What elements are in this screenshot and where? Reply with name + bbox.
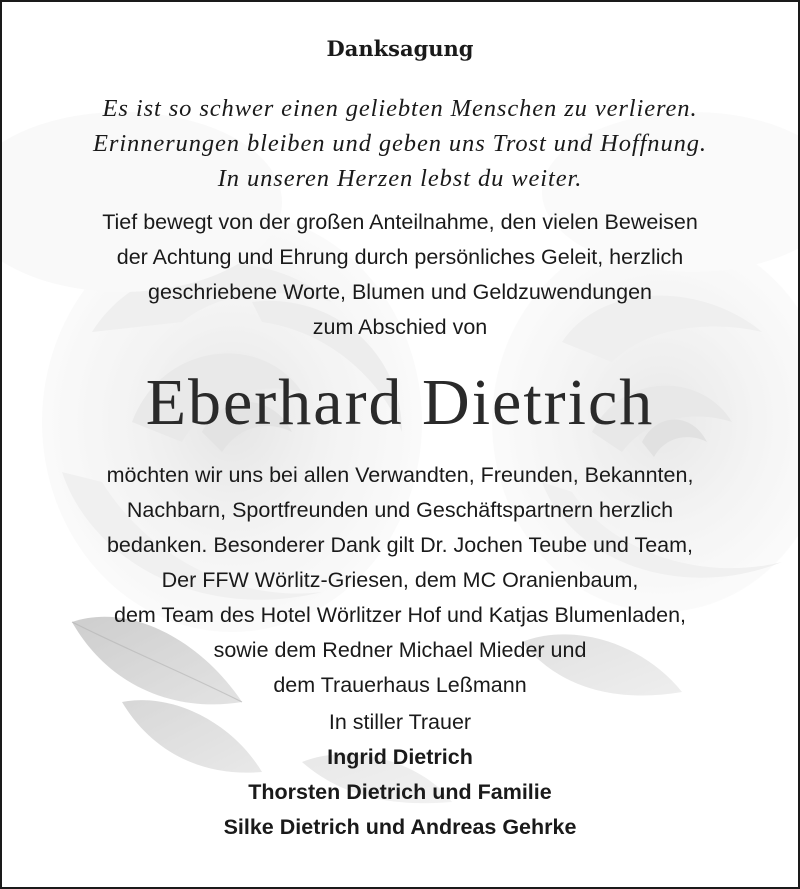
thanks-paragraph xyxy=(2,458,798,703)
verse-line: In unseren Herzen lebst du weiter. xyxy=(217,165,583,192)
notice-heading: Danksagung xyxy=(326,36,474,61)
intro-line: geschriebene Worte, Blumen und Geldzuwendungen xyxy=(148,280,652,304)
mourning-phrase: In stiller Trauer xyxy=(328,710,472,734)
intro-line: Tief bewegt von der großen Anteilnahme, den vielen Beweisen xyxy=(102,210,698,234)
verse-line: Erinnerungen bleiben und geben uns Trost und Hoffnung. xyxy=(93,130,707,157)
mourner-name: Ingrid Dietrich xyxy=(327,745,473,769)
deceased-name: Eberhard Dietrich xyxy=(145,366,655,439)
thanks-line: möchten wir uns bei allen Verwandten, Freunden, Bekannten, xyxy=(106,463,694,487)
intro-paragraph xyxy=(2,205,798,345)
mourners-block xyxy=(2,705,798,845)
mourner-name: Thorsten Dietrich und Familie xyxy=(248,780,552,804)
intro-line: zum Abschied von xyxy=(312,315,488,339)
thanks-line: bedanken. Besonderer Dank gilt Dr. Jochen Teube und Team, xyxy=(106,533,694,557)
thanks-line: sowie dem Redner Michael Mieder und xyxy=(213,638,587,662)
thanks-line: Nachbarn, Sportfreunden und Geschäftspartnern herzlich xyxy=(126,498,674,522)
verse-line: Es ist so schwer einen geliebten Menschen zu verlieren. xyxy=(102,95,698,122)
intro-line: der Achtung und Ehrung durch persönliches Geleit, herzlich xyxy=(116,245,684,269)
verse-block xyxy=(2,91,798,196)
mourner-name: Silke Dietrich und Andreas Gehrke xyxy=(223,815,577,839)
thanks-line: dem Team des Hotel Wörlitzer Hof und Katjas Blumenladen, xyxy=(113,603,687,627)
thanks-line: Der FFW Wörlitz-Griesen, dem MC Oranienbaum, xyxy=(161,568,639,592)
thanks-line: dem Trauerhaus Leßmann xyxy=(273,673,527,697)
